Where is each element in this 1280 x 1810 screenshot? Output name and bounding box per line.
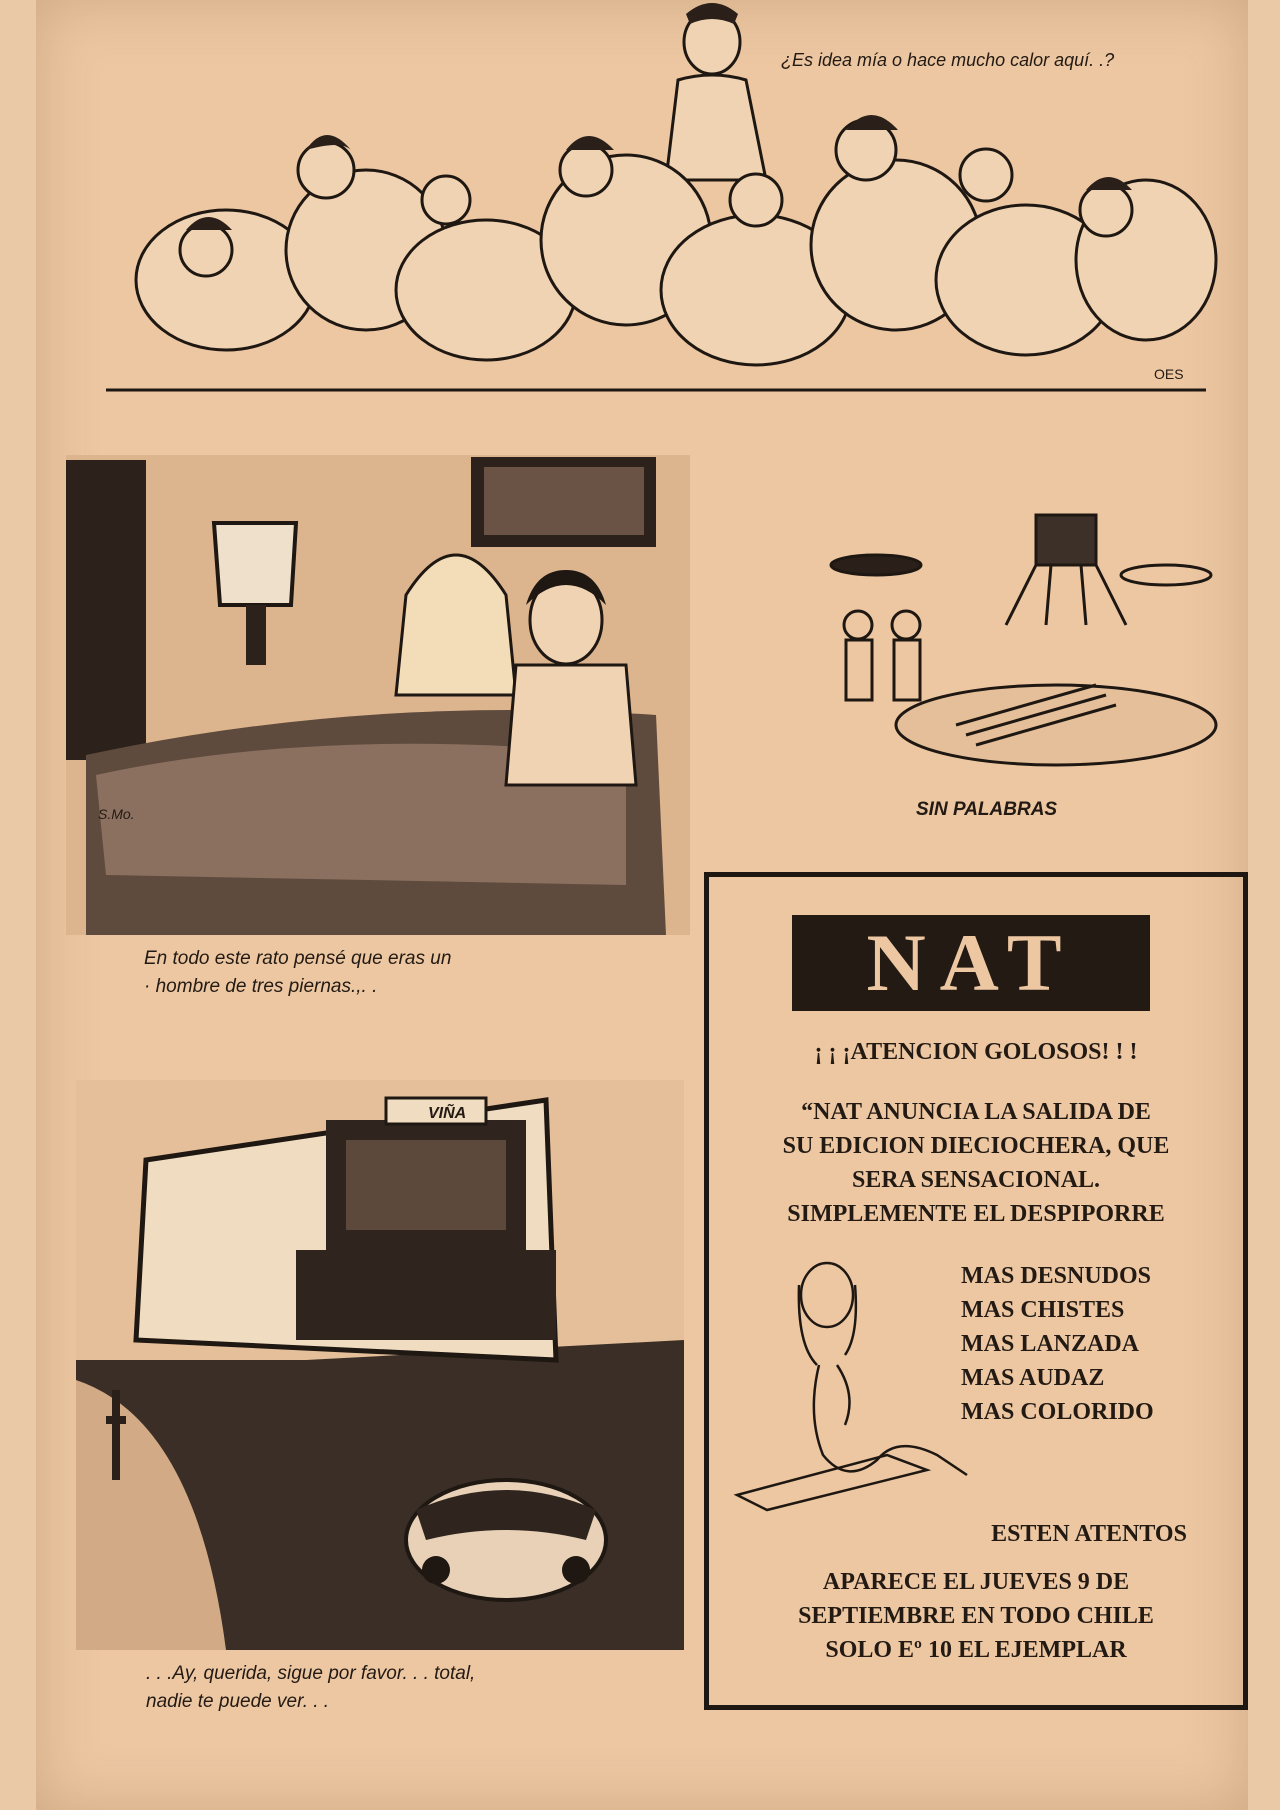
ad-announce-line-1: “NAT ANUNCIA LA SALIDA DE bbox=[801, 1099, 1151, 1125]
ad-feature-list bbox=[961, 1259, 1154, 1429]
ad-feature-item: MAS DESNUDOS bbox=[961, 1263, 1152, 1289]
cartoon-moon-panel bbox=[806, 495, 1226, 785]
ad-release-line-1: APARECE EL JUEVES 9 DE bbox=[822, 1569, 1130, 1595]
cartoon-bus-panel bbox=[76, 1080, 684, 1650]
bedroom-caption bbox=[144, 945, 451, 1001]
ad-feature-item: MAS LANZADA bbox=[961, 1331, 1140, 1357]
ad-feature-item: MAS COLORIDO bbox=[961, 1399, 1154, 1425]
bus-drawing bbox=[76, 1080, 684, 1650]
bedroom-signature: S.Mo. bbox=[98, 806, 135, 822]
nat-advertisement bbox=[704, 872, 1248, 1710]
moon-drawing bbox=[806, 495, 1226, 785]
ad-headline: ¡ ¡ ¡ATENCION GOLOSOS! ! ! bbox=[814, 1039, 1138, 1065]
bus-caption-line-1: . . .Ay, querida, sigue por favor. . . total, bbox=[146, 1663, 476, 1684]
bus-caption bbox=[146, 1660, 475, 1716]
ad-announcement bbox=[709, 1095, 1243, 1231]
woman-drawing bbox=[727, 1255, 987, 1515]
crowd-caption: ¿Es idea mía o hace mucho calor aquí. .? bbox=[781, 50, 1115, 70]
ad-release-line-3: SOLO Eº 10 EL EJEMPLAR bbox=[825, 1637, 1127, 1663]
ad-feature-item: MAS CHISTES bbox=[961, 1297, 1125, 1323]
bedroom-caption-line-1: En todo este rato pensé que eras un bbox=[144, 948, 452, 969]
moon-caption: SIN PALABRAS bbox=[916, 799, 1058, 820]
magazine-page bbox=[36, 0, 1248, 1810]
ad-attention: ESTEN ATENTOS bbox=[991, 1521, 1187, 1547]
ad-release-line-2: SEPTIEMBRE EN TODO CHILE bbox=[798, 1603, 1154, 1629]
ad-announce-line-3: SERA SENSACIONAL. bbox=[851, 1167, 1101, 1193]
bus-caption-line-2: nadie te puede ver. . . bbox=[146, 1691, 330, 1712]
bedroom-caption-line-2: · hombre de tres piernas.,. . bbox=[144, 976, 378, 997]
ad-announce-line-4: SIMPLEMENTE EL DESPIPORRE bbox=[787, 1201, 1165, 1227]
ad-announce-line-2: SU EDICION DIECIOCHERA, QUE bbox=[782, 1133, 1170, 1159]
cartoon-bedroom-panel bbox=[66, 455, 690, 935]
bus-sign: VIÑA bbox=[428, 1105, 467, 1122]
ad-feature-item: MAS AUDAZ bbox=[961, 1365, 1105, 1391]
ad-release-info bbox=[709, 1565, 1243, 1667]
crowd-signature: OES bbox=[1154, 366, 1184, 382]
nat-logo: NAT bbox=[792, 915, 1150, 1011]
ad-woman-illustration bbox=[727, 1255, 987, 1515]
bedroom-drawing bbox=[66, 455, 690, 935]
